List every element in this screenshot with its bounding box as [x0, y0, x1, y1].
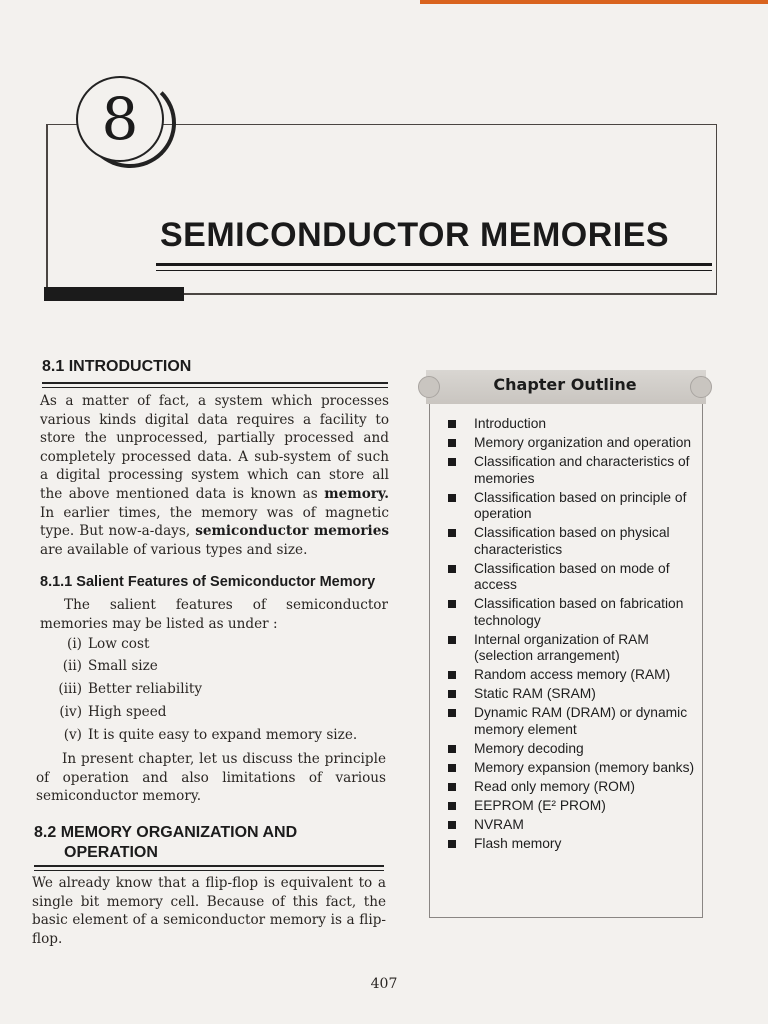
subsection-heading-salient-features: 8.1.1 Salient Features of Semiconductor Memory: [40, 574, 376, 590]
chapter-number-circle: [76, 76, 164, 162]
outline-item: Static RAM (SRAM): [446, 686, 696, 703]
feature-item: (v) It is quite easy to expand memory size.: [63, 727, 358, 743]
section-rule: [34, 865, 384, 867]
outline-item: Memory expansion (memory banks): [446, 760, 696, 777]
square-bullet-icon: [448, 494, 456, 502]
square-bullet-icon: [448, 529, 456, 537]
square-bullet-icon: [448, 802, 456, 810]
chapter-number: 8: [101, 85, 139, 153]
section-rule: [42, 382, 388, 384]
page-edge-stripe: [420, 0, 768, 4]
chapter-outline-list: [446, 416, 696, 855]
section-heading-memory-organization-line2: OPERATION: [64, 844, 158, 861]
outline-item: NVRAM: [446, 817, 696, 834]
outline-item: Classification based on physical characteristics: [446, 525, 696, 558]
outline-item: Classification based on mode of access: [446, 561, 696, 594]
feature-item: (iv) High speed: [59, 704, 167, 720]
section-rule-thin: [42, 387, 388, 388]
square-bullet-icon: [448, 690, 456, 698]
section-rule-thin: [34, 870, 384, 871]
square-bullet-icon: [448, 636, 456, 644]
outline-item: EEPROM (E² PROM): [446, 798, 696, 815]
chapter-title: SEMICONDUCTOR MEMORIES: [160, 216, 670, 254]
intro-text-2: In earlier times, the memory was of magnetic type. But now-a-days,: [40, 504, 389, 540]
outline-item: Read only memory (ROM): [446, 779, 696, 796]
intro-paragraph: [40, 392, 389, 559]
section-heading-introduction: 8.1 INTRODUCTION: [42, 358, 192, 375]
square-bullet-icon: [448, 420, 456, 428]
outline-item: Memory decoding: [446, 741, 696, 758]
outline-item: Classification based on principle of operation: [446, 490, 696, 523]
square-bullet-icon: [448, 671, 456, 679]
outline-item: Classification based on fabrication technology: [446, 596, 696, 629]
square-bullet-icon: [448, 600, 456, 608]
outline-item: Internal organization of RAM (selection arrangement): [446, 632, 696, 665]
header-black-bar: [44, 287, 184, 301]
organization-paragraph: We already know that a flip-flop is equivalent to a single bit memory cell. Because of this fact, the basic element of a semiconductor memory is a flip-flop.: [32, 875, 386, 947]
square-bullet-icon: [448, 439, 456, 447]
square-bullet-icon: [448, 709, 456, 717]
title-rule-thick: [156, 263, 712, 266]
features-closing-paragraph: In present chapter, let us discuss the principle of operation and also limitations of various semiconductor memory.: [36, 751, 386, 805]
feature-item: (iii) Better reliability: [58, 681, 203, 697]
square-bullet-icon: [448, 458, 456, 466]
feature-item: (i) Low cost: [67, 636, 150, 652]
outline-item: Introduction: [446, 416, 696, 433]
square-bullet-icon: [448, 783, 456, 791]
square-bullet-icon: [448, 764, 456, 772]
feature-item: (ii) Small size: [62, 658, 158, 674]
square-bullet-icon: [448, 745, 456, 753]
section-heading-memory-organization: 8.2 MEMORY ORGANIZATION AND: [34, 824, 298, 841]
page-number: 407: [370, 976, 398, 992]
square-bullet-icon: [448, 821, 456, 829]
square-bullet-icon: [448, 565, 456, 573]
intro-text-3: are available of various types and size.: [40, 541, 308, 558]
intro-term-memory: memory.: [324, 485, 389, 502]
square-bullet-icon: [448, 840, 456, 848]
title-rule-thin: [156, 270, 712, 271]
intro-text-1: As a matter of fact, a system which processes various kinds digital data requires a facility to store the unprocessed, partially processed and completely processed data. A sub-system of such a digital processing system which can store all the above mentioned data is known as: [40, 393, 389, 502]
outline-item: Memory organization and operation: [446, 435, 696, 452]
outline-item: Dynamic RAM (DRAM) or dynamic memory element: [446, 705, 696, 738]
outline-item: Random access memory (RAM): [446, 667, 696, 684]
outline-item: Flash memory: [446, 836, 696, 853]
intro-term-semiconductor-memories: semiconductor memories: [195, 523, 389, 540]
outline-item: Classification and characteristics of memories: [446, 454, 696, 487]
features-lead-paragraph: The salient features of semiconductor memories may be listed as under :: [40, 597, 388, 632]
chapter-outline-title: Chapter Outline: [493, 375, 637, 394]
